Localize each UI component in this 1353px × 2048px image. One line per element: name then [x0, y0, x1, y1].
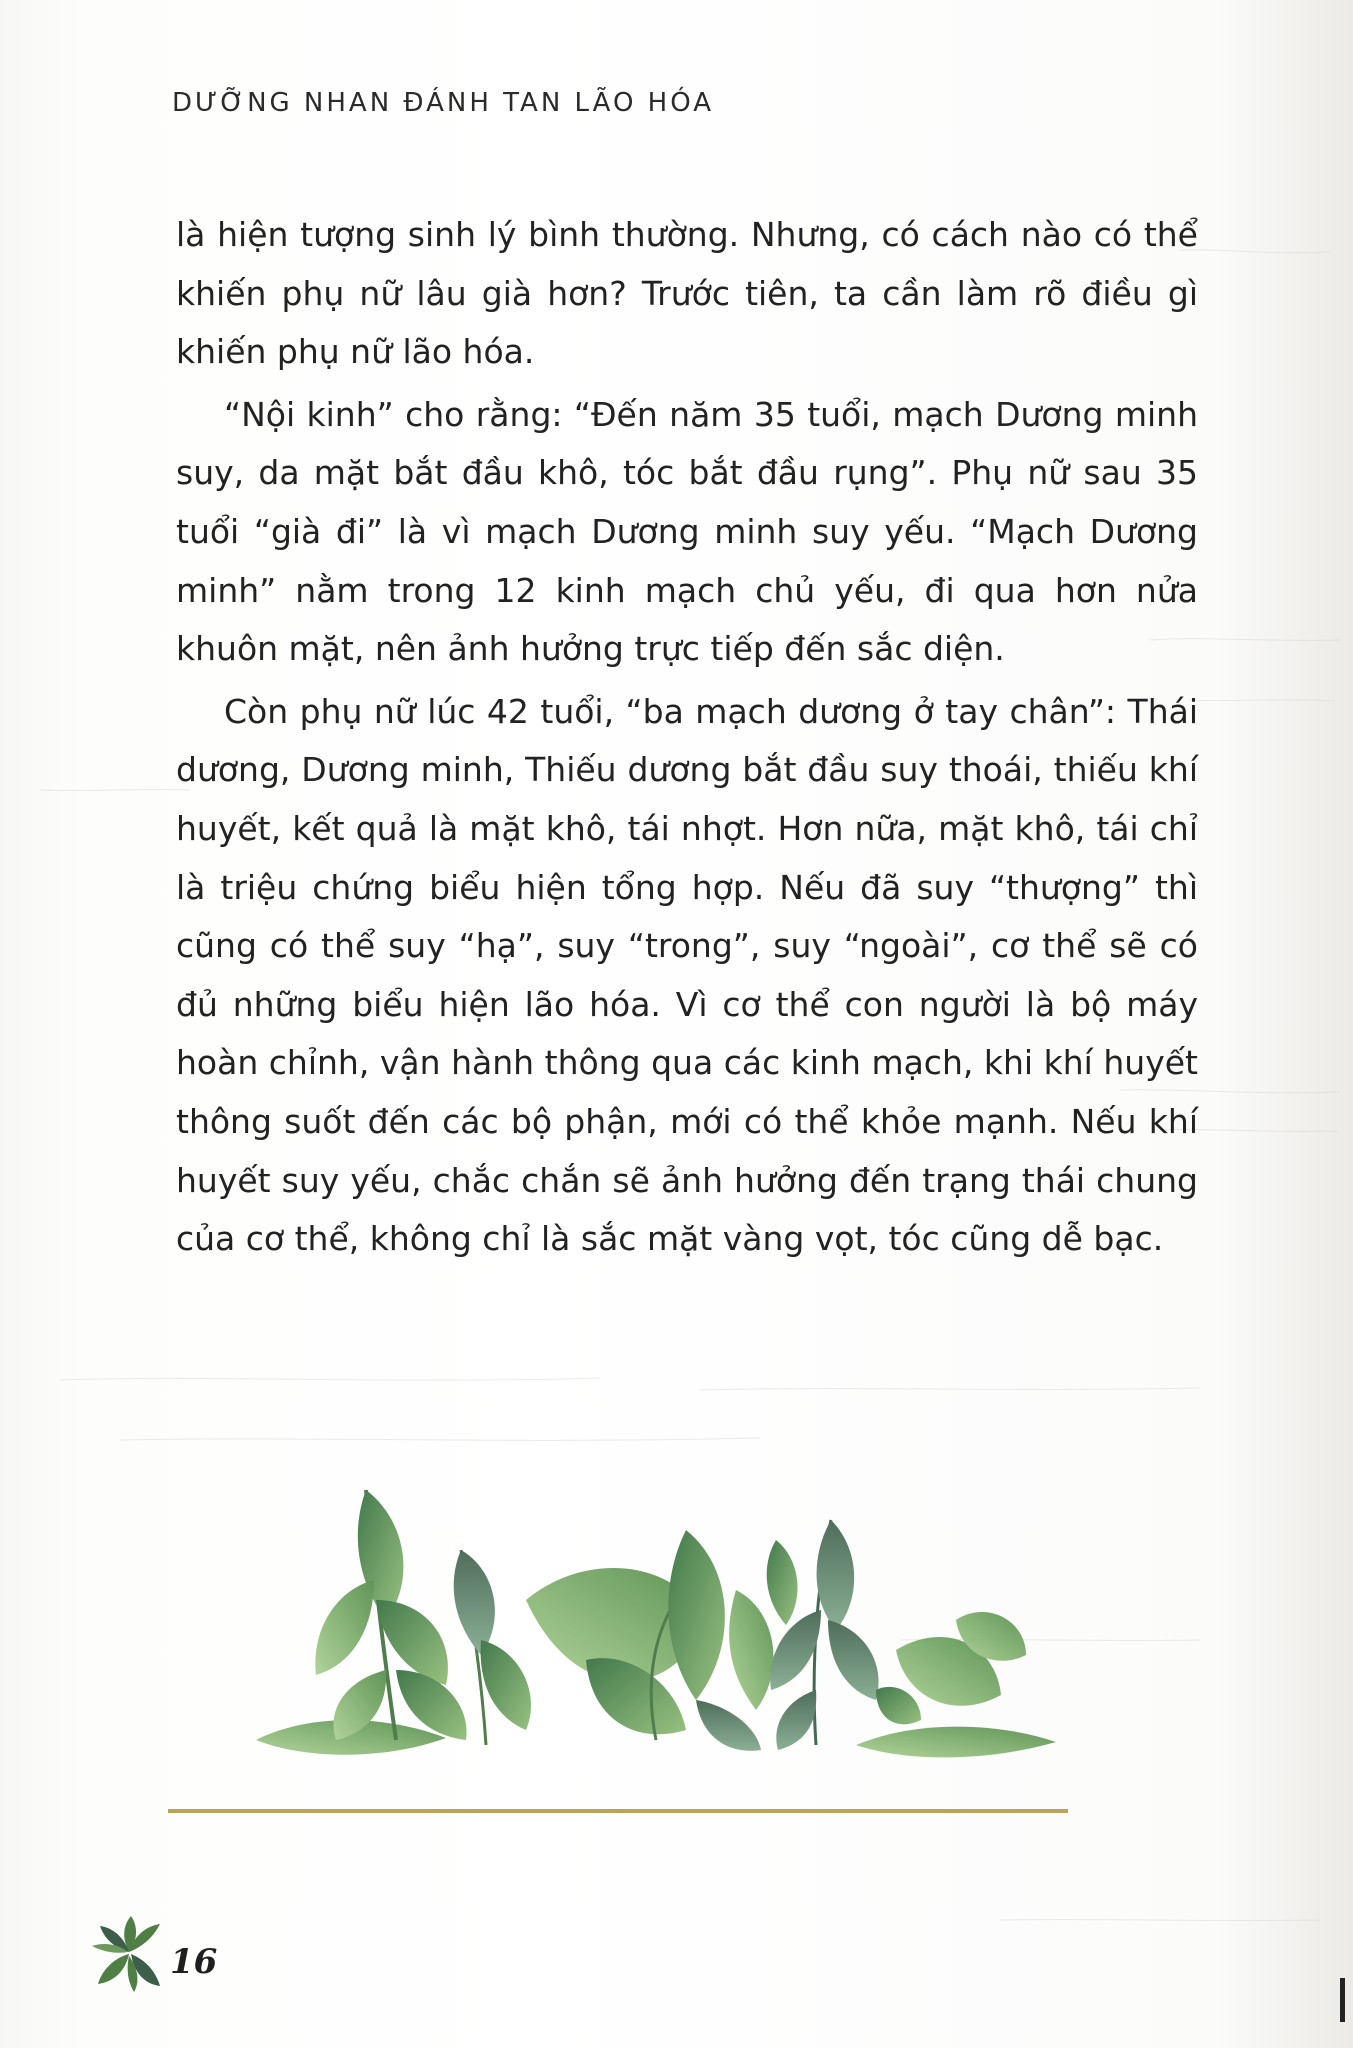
paragraph-2: “Nội kinh” cho rằng: “Đến năm 35 tuổi, mạch Dương minh suy, da mặt bắt đầu khô, tóc bắt đầu rụng”. Phụ nữ sau 35 tuổi “già đi” là vì mạch Dương minh suy yếu. “Mạch Dương minh” nằm trong 12 kinh mạch chủ yếu, đi qua hơn nửa khuôn mặt, nên ảnh hưởng trực tiếp đến sắc diện. [176, 394, 1198, 669]
running-header [172, 88, 714, 118]
running-header-title: DƯỠNG NHAN ĐÁNH TAN LÃO HÓA [172, 88, 715, 118]
divider-rule [168, 1806, 1068, 1816]
page-number: 16 [170, 1942, 218, 1982]
paragraph-1: là hiện tượng sinh lý bình thường. Nhưng, có cách nào có thể khiến phụ nữ lâu già hơn? Trước tiên, ta cần làm rõ điều gì khiến phụ nữ lão hóa. [176, 215, 1198, 372]
paragraph-3: Còn phụ nữ lúc 42 tuổi, “ba mạch dương ở tay chân”: Thái dương, Dương minh, Thiếu dương bắt đầu suy thoái, thiếu khí huyết, kết quả là mặt khô, tái nhợt. Hơn nữa, mặt khô, tái chỉ là triệu chứng biểu hiện tổng hợp. Nếu đã suy “thượng” thì cũng có thể suy “hạ”, suy “trong”, suy “ngoài”, cơ thể sẽ có đủ những biểu hiện lão hóa. Vì cơ thể con người là bộ máy hoàn chỉnh, vận hành thông qua các kinh mạch, khi khí huyết thông suốt đến các bộ phận, mới có thể khỏe mạnh. Nếu khí huyết suy yếu, chắc chắn sẽ ảnh hưởng đến trạng thái chung của cơ thể, không chỉ là sắc mặt vàng vọt, tóc cũng dễ bạc. [176, 691, 1198, 1259]
body-text [176, 206, 1198, 1273]
watercolor-leaves-illustration [256, 1470, 1096, 1780]
leaf-sprig-icon [86, 1912, 172, 1996]
page-edge-mark [1340, 1978, 1345, 2022]
